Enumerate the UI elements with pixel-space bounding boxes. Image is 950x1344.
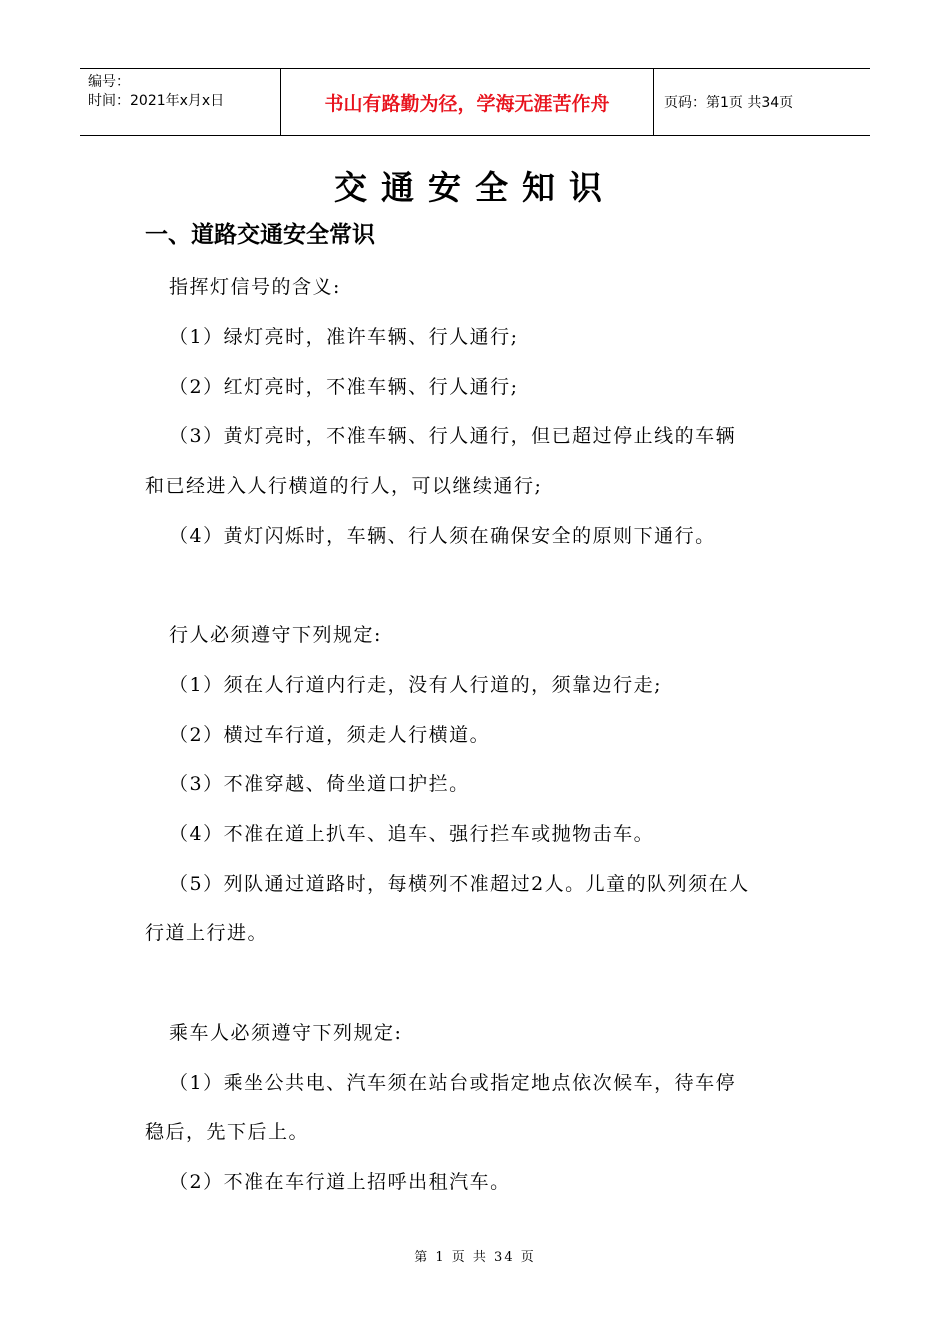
paragraph-line: 行人必须遵守下列规定: [169,624,382,646]
page-footer: 第 1 页 共 34 页 [414,1250,536,1265]
paragraph-line: 稳后，先下后上。 [145,1121,310,1143]
paragraph-line: 和已经进入人行横道的行人，可以继续通行; [145,475,543,497]
paragraph-line: 乘车人必须遵守下列规定: [169,1022,403,1044]
paragraph-line: 指挥灯信号的含义: [169,276,341,298]
header-page-label: 页码：第1页 共34页 [664,95,794,111]
paragraph-line: （2）横过车行道，须走人行横道。 [169,724,491,746]
header-motto: 书山有路勤为径，学海无涯苦作舟 [281,69,654,135]
header-meta [80,69,281,135]
paragraph-line: （3）黄灯亮时，不准车辆、行人通行，但已超过停止线的车辆 [169,425,737,447]
paragraph-line: （3）不准穿越、倚坐道口护拦。 [169,773,470,795]
paragraph-line: （2）红灯亮时，不准车辆、行人通行; [169,376,519,398]
document-title: 交通安全知识 [334,168,616,207]
document-header [80,68,870,136]
paragraph-line: （1）须在人行道内行走，没有人行道的，须靠边行走; [169,674,662,696]
paragraph-line: （5）列队通过道路时，每横列不准超过2人。儿童的队列须在人 [169,873,750,895]
paragraph-line: （4）黄灯闪烁时，车辆、行人须在确保安全的原则下通行。 [169,525,716,547]
paragraph-line: （1）乘坐公共电、汽车须在站台或指定地点依次候车，待车停 [169,1072,737,1094]
number-label: 编号： [88,74,130,90]
time-label: 时间：2021年x月x日 [88,93,225,109]
section-heading: 一、道路交通安全常识 [145,222,375,248]
paragraph-line: 行道上行进。 [145,922,269,944]
paragraph-line: （1）绿灯亮时，准许车辆、行人通行; [169,326,519,348]
paragraph-line: （2）不准在车行道上招呼出租汽车。 [169,1171,511,1193]
paragraph-line: （4）不准在道上扒车、追车、强行拦车或抛物击车。 [169,823,655,845]
